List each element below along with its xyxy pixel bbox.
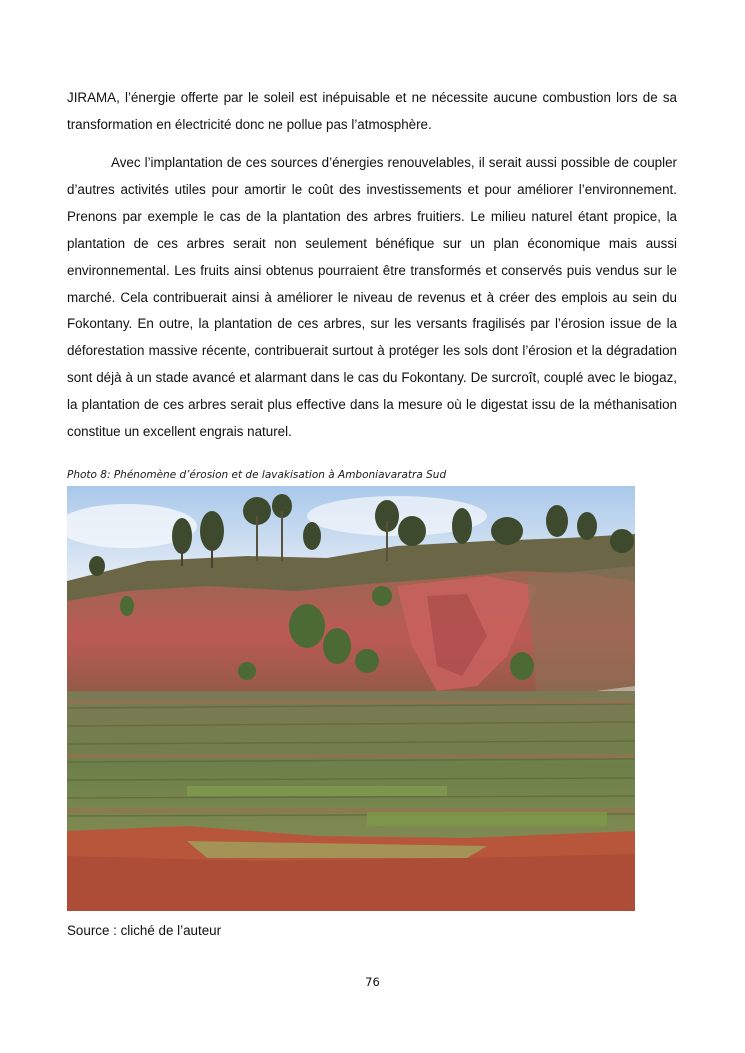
photo-caption: Photo 8: Phénomène d’érosion et de lavakisation à Amboniavaratra Sud xyxy=(67,469,447,481)
body-paragraph-2: Avec l’implantation de ces sources d’énergies renouvelables, il serait aussi possible de coupler d’autres activités utiles pour amortir le coût des investissements et pour améliorer l’environnement. Prenons par exemple le cas de la plantation des arbres fruitiers. Le milieu naturel étant propice, la plantation de ces arbres serait non seulement bénéfique sur un plan économique mais aussi environnemental. Les fruits ainsi obtenus pourraient être transformés et conservés puis vendus sur le marché. Cela contribuerait ainsi à améliorer le niveau de revenus et à créer des emplois au sein du Fokontany. En outre, la plantation de ces arbres, sur les versants fragilisés par l’érosion issue de la déforestation massive récente, contribuerait surtout à protéger les sols dont l’érosion et la dégradation sont déjà à un stade avancé et alarmant dans le cas du Fokontany. De surcroît, couplé avec le biogaz, la plantation de ces arbres serait plus effective dans la mesure où le digestat issu de la méthanisation constitue un excellent engrais naturel. xyxy=(67,155,677,440)
source-note: Source : cliché de l’auteur xyxy=(67,923,222,938)
erosion-photo xyxy=(67,486,635,911)
page-number: 76 xyxy=(365,975,380,989)
body-paragraph-1: JIRAMA, l’énergie offerte par le soleil est inépuisable et ne nécessite aucune combustion lors de sa transformation en électricité donc ne pollue pas l’atmosphère. xyxy=(67,90,677,132)
